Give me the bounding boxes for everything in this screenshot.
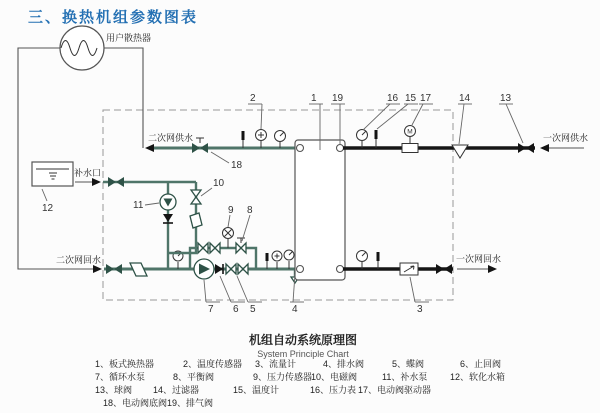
callout-pointer-16 — [363, 104, 390, 130]
legend-item-9: 9、压力传感器 — [253, 372, 313, 382]
callout-numbers — [42, 93, 523, 315]
check-valve-makeup — [163, 214, 173, 223]
electric-valve-actuator — [402, 126, 418, 153]
callout-5: 5 — [250, 304, 256, 315]
bypass-butterfly-valve-1 — [198, 243, 208, 253]
legend-item-10: 10、电磁阀 — [311, 372, 358, 382]
callout-pointer-9 — [228, 215, 230, 227]
circulation-pump — [194, 259, 214, 279]
legend-item-3: 3、流量计 — [255, 359, 297, 369]
callout-pointer-3 — [410, 277, 415, 302]
solenoid-valve — [191, 190, 201, 204]
hx-port-bottom-left — [297, 266, 304, 273]
callout-pointer-8 — [242, 215, 250, 241]
callout-pointer-10 — [201, 188, 212, 196]
butterfly-valve-2 — [238, 264, 248, 274]
check-valve-secondary — [215, 264, 223, 274]
callout-pointer-17 — [412, 104, 423, 125]
legend-item-17: 17、电动阀驱动器 — [358, 385, 432, 395]
callout-pointer-2 — [261, 104, 262, 129]
callout-4: 4 — [292, 304, 298, 315]
callout-pointer-7 — [204, 280, 206, 302]
thermometer-secondary-supply — [242, 131, 245, 148]
legend-item-18: 18、电动阀底阀 — [103, 398, 168, 408]
legend-item-6: 6、止回阀 — [460, 359, 502, 369]
callout-9: 9 — [228, 205, 234, 216]
callout-1: 1 — [311, 93, 317, 104]
ball-valve-primary-supply — [518, 143, 534, 153]
callout-7: 7 — [208, 304, 214, 315]
legend-item-11: 11、补水泵 — [382, 372, 428, 382]
pressure-gauge-primary-return — [357, 251, 368, 270]
flow-meter — [400, 263, 418, 275]
callout-17: 17 — [420, 93, 432, 104]
legend-item-16: 16、压力表 — [310, 385, 357, 395]
secondary-return-pipe — [56, 250, 299, 283]
callout-pointer-13 — [506, 104, 523, 143]
callout-18: 18 — [231, 160, 243, 171]
secondary-supply-pipe — [145, 130, 297, 154]
callout-pointer-6 — [220, 276, 231, 302]
makeup-port — [74, 167, 101, 186]
secondary-return-label: 二次网回水 — [56, 255, 102, 265]
secondary-supply-label: 二次网供水 — [148, 133, 194, 143]
legend-item-13: 13、球阀 — [95, 385, 133, 395]
callout-2: 2 — [250, 93, 256, 104]
pressure-gauge-secondary-supply — [275, 131, 286, 149]
callout-12: 12 — [42, 203, 54, 214]
thermometer-secondary-return — [266, 253, 269, 269]
callout-13: 13 — [500, 93, 512, 104]
legend-item-19: 19、排气阀 — [167, 398, 214, 408]
hx-port-top-left — [297, 145, 304, 152]
callout-pointer-18 — [211, 152, 229, 163]
primary-supply-pipe — [343, 126, 588, 159]
bypass-butterfly-valve-2 — [210, 243, 220, 253]
softened-water-tank — [32, 162, 73, 186]
filter-secondary-return — [130, 263, 147, 276]
makeup-pump — [160, 194, 176, 210]
ball-valve-makeup — [108, 177, 124, 187]
diagram-caption: 机组自动系统原理图 — [248, 333, 358, 347]
callout-pointer-12 — [42, 189, 47, 201]
makeup-port-label: 补水口 — [74, 168, 102, 178]
callout-19: 19 — [332, 93, 344, 104]
plate-heat-exchanger — [295, 140, 345, 280]
user-radiator-label: 用户散热器 — [106, 33, 152, 43]
thermometer-primary-supply — [375, 130, 378, 148]
callout-pointer-11 — [145, 203, 159, 205]
legend-item-7: 7、循环水泵 — [95, 372, 146, 382]
callout-14: 14 — [459, 93, 471, 104]
callout-3: 3 — [417, 304, 423, 315]
filter-primary-supply — [452, 145, 468, 158]
callout-15: 15 — [405, 93, 417, 104]
hx-port-bottom-right — [337, 266, 344, 273]
callout-6: 6 — [233, 304, 239, 315]
motor-glyph: M — [407, 128, 413, 136]
pressure-gauge-secondary-return — [284, 250, 294, 269]
hx-port-top-right — [337, 145, 344, 152]
radiator-loop-piping — [18, 48, 143, 273]
legend-item-14: 14、过滤器 — [153, 385, 200, 395]
filter-makeup — [190, 213, 202, 228]
callout-8: 8 — [247, 205, 253, 216]
butterfly-valve-1 — [226, 264, 236, 274]
diagram-caption-en: System Principle Chart — [257, 349, 349, 359]
page-title: 三、换热机组参数图表 — [28, 9, 199, 26]
ball-valve-primary-return — [436, 264, 452, 274]
electric-valve-bottom-valve — [192, 138, 208, 153]
legend-item-12: 12、软化水箱 — [450, 372, 506, 382]
callout-11: 11 — [133, 200, 144, 211]
makeup-water-circuit — [103, 177, 202, 269]
legend-item-4: 4、排水阀 — [323, 359, 365, 369]
legend-item-8: 8、平衡阀 — [173, 372, 215, 382]
primary-supply-label: 一次网供水 — [543, 133, 589, 143]
temperature-sensor-secondary-supply — [256, 130, 267, 149]
callout-pointer-15 — [377, 104, 408, 129]
legend-item-15: 15、温度计 — [233, 385, 280, 395]
thermometer-primary-return — [377, 252, 380, 269]
primary-return-pipe — [343, 251, 501, 276]
legend-item-2: 2、温度传感器 — [183, 359, 243, 369]
callout-10: 10 — [213, 178, 225, 189]
legend-item-5: 5、蝶阀 — [392, 359, 425, 369]
callout-pointer-14 — [459, 104, 464, 144]
pressure-sensor — [223, 228, 234, 249]
ball-valve-secondary-return — [106, 264, 122, 274]
primary-return-label: 一次网回水 — [456, 254, 502, 264]
temperature-sensor-secondary-return — [272, 251, 282, 269]
pressure-gauge-primary-supply — [357, 130, 368, 149]
callout-16: 16 — [387, 93, 399, 104]
legend-item-1: 1、板式换热器 — [95, 359, 155, 369]
callout-pointer-5 — [237, 276, 248, 302]
balance-valve — [236, 238, 246, 253]
